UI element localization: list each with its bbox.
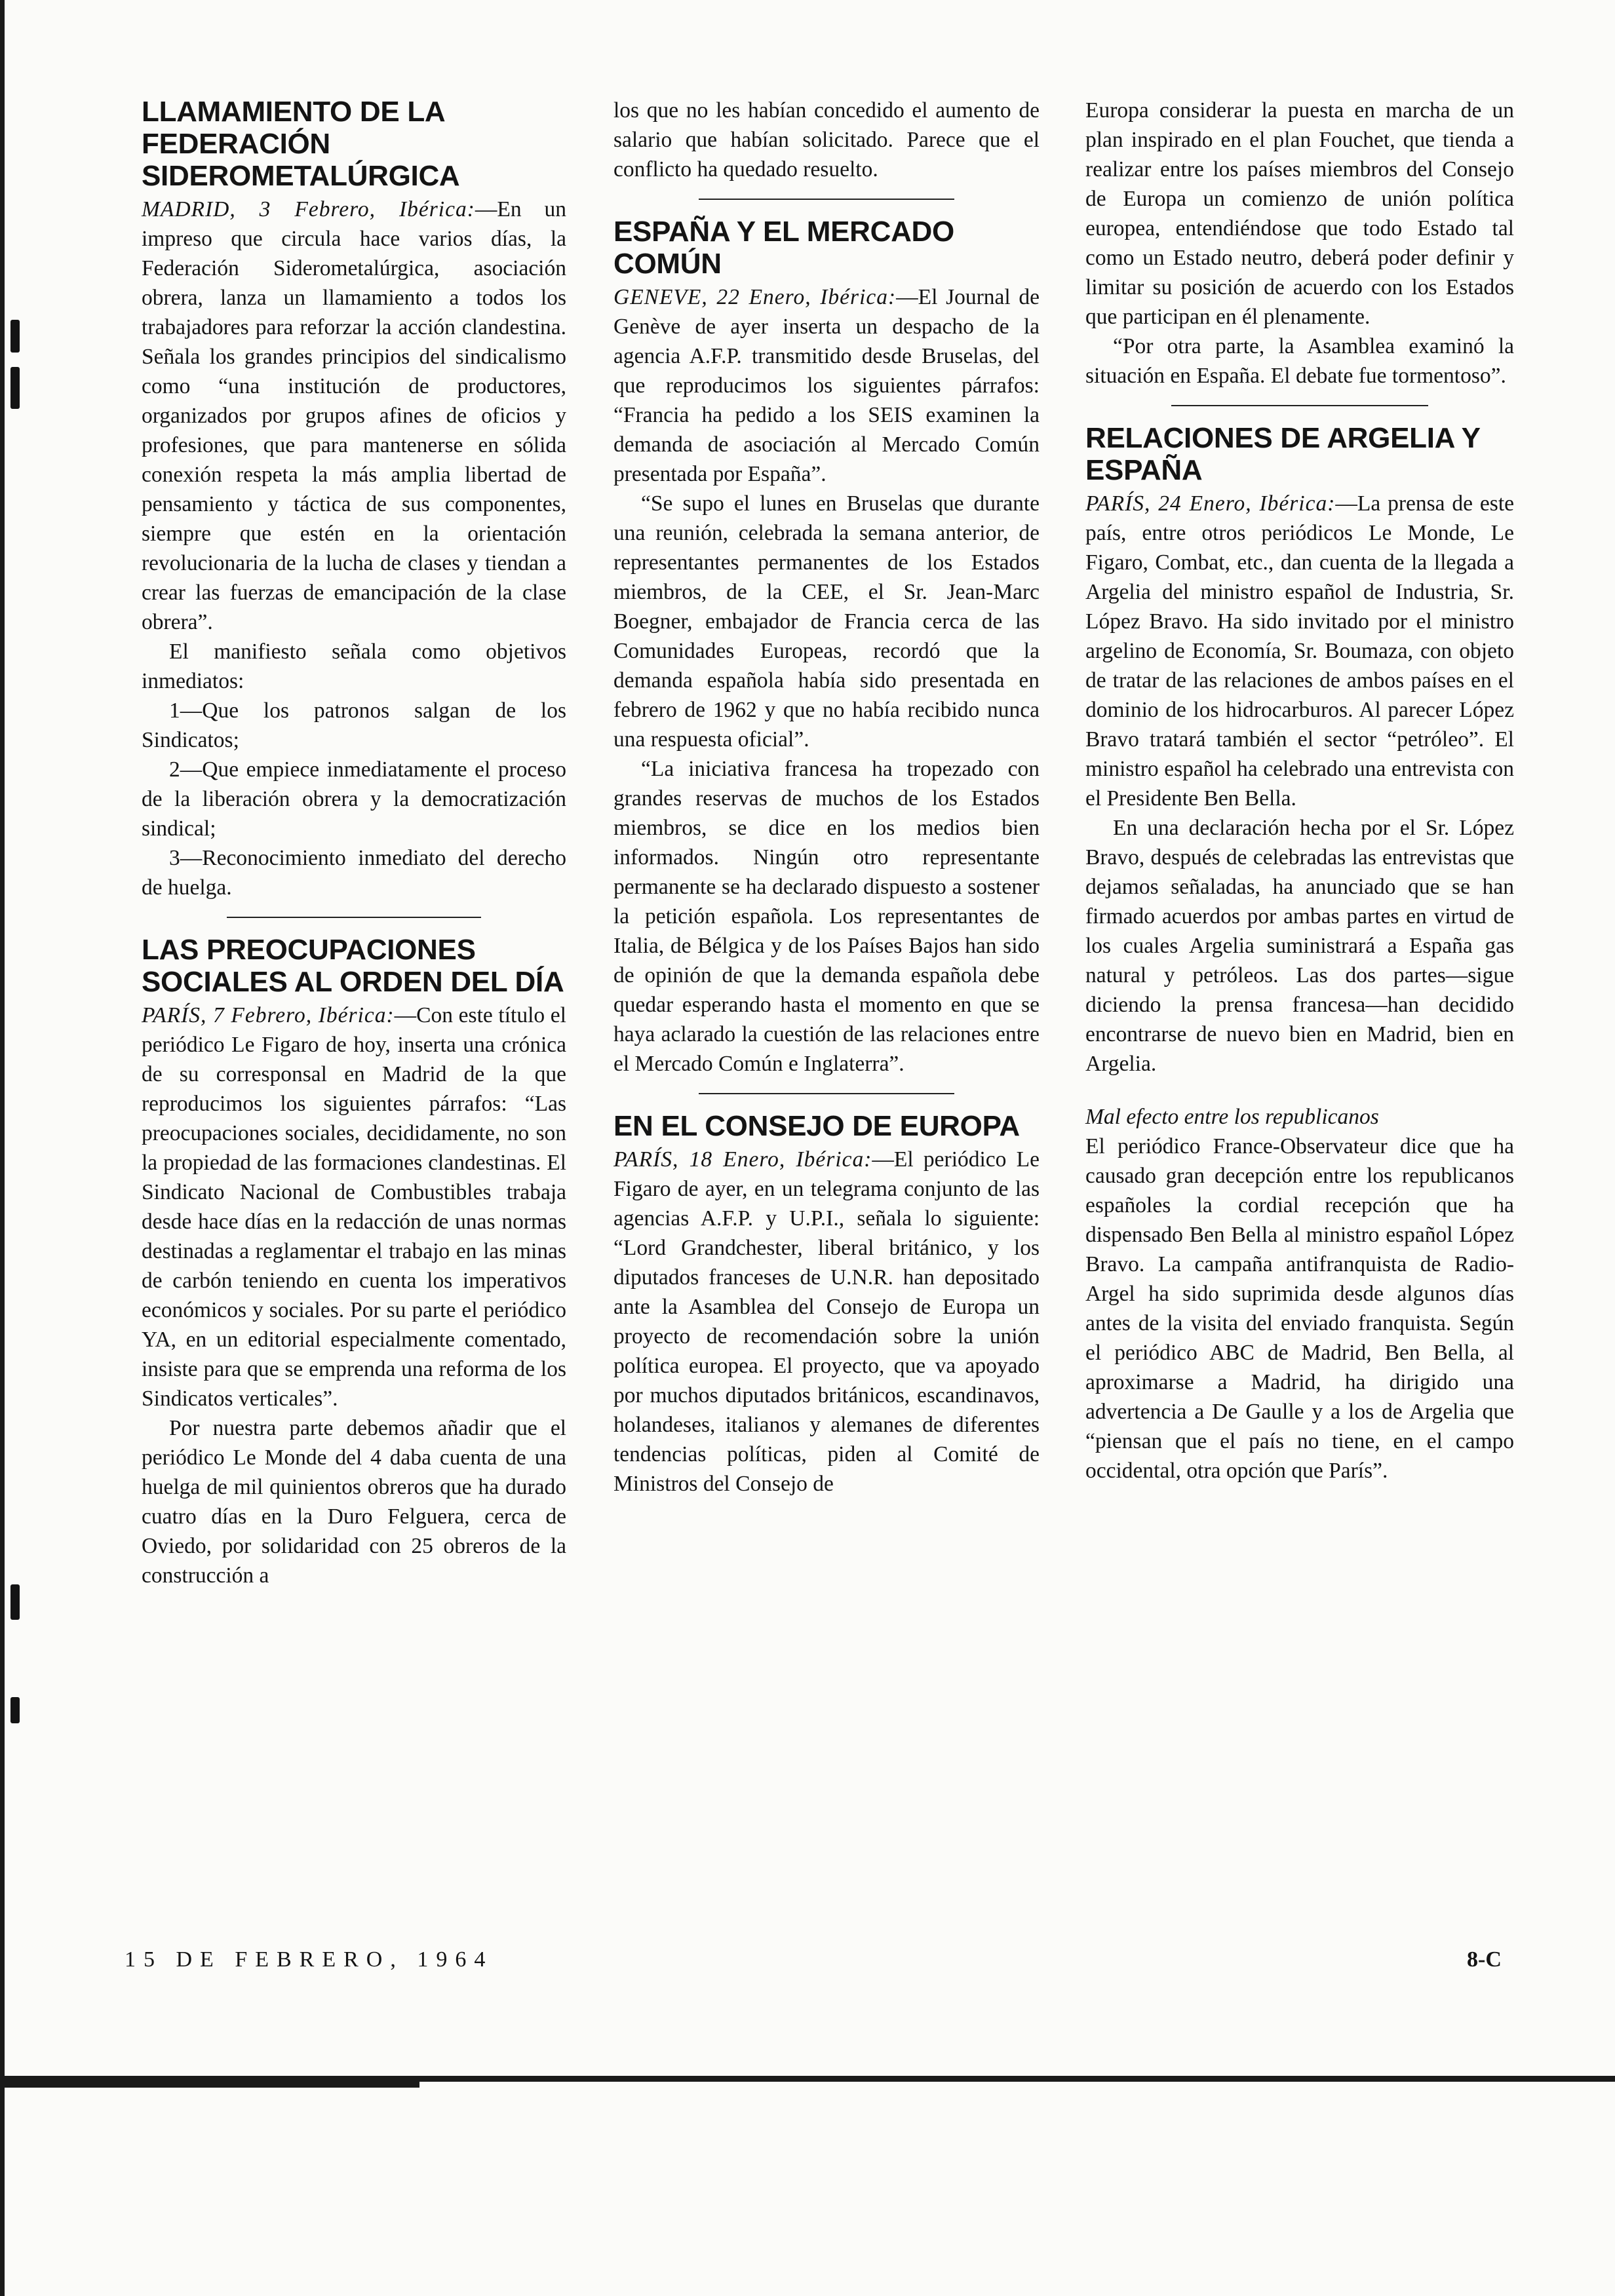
- headline: LLAMAMIENTO DE LA FEDERACIÓN SIDEROMETALÚRGICA: [142, 96, 460, 192]
- column-3: [1085, 96, 1514, 1485]
- headline: LAS PREOCUPACIONES SOCIALES AL ORDEN DEL DÍA: [142, 934, 564, 998]
- separator-rule: [699, 1093, 954, 1094]
- separator-rule: [699, 199, 954, 200]
- article-paragraph: En una declaración hecha por el Sr. López Bravo, después de celebradas las entrevistas que dejamos señaladas, ha anunciado que se han firmado acuerdos por ambas partes en virtud de los cuales Argelia suministrará a España gas natural y petróleos. Las dos partes—sigue diciendo la prensa francesa—han decidido encontrarse de nuevo bien en Madrid, bien en Argelia.: [1085, 816, 1514, 1076]
- dateline: PARÍS, 24 Enero, Ibérica:: [1085, 491, 1336, 516]
- article-paragraph: [1085, 489, 1514, 813]
- article-federacion: [142, 96, 566, 902]
- paragraph-text: —El periódico Le Figaro de ayer, en un telegrama conjunto de las agencias A.F.P. y U.P.I., señala lo siguiente: “Lord Grandchester, liberal británico, y los diputados franceses de U.N.R. han depositado ante la Asamblea del Consejo de Europa un proyecto de recomendación sobre la unión política europea. El proyecto, que va apoyado por muchos diputados británicos, escandinavos, holandeses, italianos y alemanes de diferentes tendencias políticas, piden al Comité de Ministros del Consejo de: [613, 1147, 1040, 1496]
- page-number: 8-C: [1467, 1947, 1502, 1972]
- article-republicanos: [1085, 1102, 1514, 1485]
- list-item: 3—Reconocimiento inmediato del derecho de huelga.: [142, 846, 566, 900]
- paragraph-text: —En un impreso que circula hace varios días, la Federación Siderometalúrgica, asociación obrera, lanza un llamamiento a todos los trabajadores para reforzar la acción clandestina. Señala los grandes principios del sindicalismo como “una institución de productores, organizados por grupos afines de oficios y profesiones, que para mantenerse en sólida conexión respeta la más amplia libertad de pensamiento y táctica de sus componentes, siempre que estén en la orientación revolucionaria de la lucha de clases y tiendan a crear las fuerzas de emancipación de la clase obrera”.: [142, 197, 567, 634]
- article-paragraph: [613, 282, 1040, 489]
- binding-mark: [10, 320, 20, 353]
- paragraph-text: —El Journal de Genève de ayer inserta un despacho de la agencia A.F.P. transmitido desde Bruselas, del que reproducimos los siguientes párrafos: “Francia ha pedido a los SEIS examinen la demanda de asociación al Mercado Común presentada por España”.: [613, 285, 1040, 486]
- paragraph-text: —Con este título el periódico Le Figaro de hoy, inserta una crónica de su corresponsal en Madrid de la que reproducimos los siguientes párrafos: “Las preocupaciones sociales, decididamente, no son la propiedad de las formaciones clandestinas. El Sindicato Nacional de Combustibles trabaja desde hace días en la redacción de unas normas destinadas a reglamentar el trabajo en las minas de carbón teniendo en cuenta los imperativos económicos y sociales. Por su parte el periódico YA, en un editorial especialmente comentado, insiste para que se emprenda una reforma de los Sindicatos verticales”.: [142, 1003, 566, 1411]
- article-consejo-europa: [613, 1110, 1040, 1499]
- article-paragraph: [142, 1001, 566, 1413]
- bottom-border-thick: [0, 2080, 419, 2088]
- article-argelia: [1085, 422, 1514, 1079]
- continued-paragraph: Europa considerar la puesta en marcha de un plan inspirado en el plan Fouchet, que tienda a realizar entre los países miembros del Consejo de Europa un comienzo de unión política europea, entendiéndose que todo Estado tal como un Estado neutro, deberá poder definir y limitar su posición de acuerdo con los Estados que participan en él plenamente.: [1085, 98, 1514, 329]
- article-paragraph: [142, 195, 566, 637]
- list-item: 1—Que los patronos salgan de los Sindicatos;: [142, 698, 566, 752]
- binding-mark: [10, 1697, 20, 1723]
- column-2: [613, 96, 1040, 1499]
- continued-paragraph: los que no les habían concedido el aumento de salario que habían solicitado. Parece que el conflicto ha quedado resuelto.: [613, 98, 1040, 182]
- binding-mark: [10, 1584, 20, 1620]
- article-paragraph: [613, 1145, 1040, 1499]
- continued-paragraph: “Por otra parte, la Asamblea examinó la situación en España. El debate fue tormentoso”.: [1085, 334, 1514, 388]
- dateline: PARÍS, 7 Febrero, Ibérica:: [142, 1003, 395, 1027]
- separator-rule: [227, 917, 482, 918]
- dateline: GENEVE, 22 Enero, Ibérica:: [613, 285, 897, 309]
- dateline: PARÍS, 18 Enero, Ibérica:: [613, 1147, 872, 1172]
- article-preocupaciones: [142, 934, 566, 1590]
- binding-mark: [10, 367, 20, 409]
- article-paragraph: “La iniciativa francesa ha tropezado con grandes reservas de muchos de los Estados miembros, se dice en los medios bien informados. Ningún otro representante permanente se ha declarado dispuesto a sostener la petición española. Los representantes de Italia, de Bélgica y de los Países Bajos han sido de opinión de que la demanda española debe quedar esperando hasta el momento en que se haya aclarado la cuestión de las relaciones entre el Mercado Común e Inglaterra”.: [613, 757, 1040, 1076]
- paragraph-text: —La prensa de este país, entre otros periódicos Le Monde, Le Figaro, Combat, etc., dan cuenta de la llegada a Argelia del ministro español de Industria, Sr. López Bravo. Ha sido invitado por el ministro argelino de Economía, Sr. Boumaza, con objeto de tratar de las relaciones de ambos países en el dominio de los hidrocarburos. Al parecer López Bravo tratará también el sector “petróleo”. El ministro español ha celebrado una entrevista con el Presidente Ben Bella.: [1085, 491, 1514, 811]
- binding-edge: [0, 0, 5, 2296]
- article-paragraph: “Se supo el lunes en Bruselas que durante una reunión, celebrada la semana anterior, de representantes permanentes de los Estados miembros, de la CEE, el Sr. Jean-Marc Boegner, embajador de Francia cerca de las Comunidades Europeas, recordó que la demanda española había sido presentada en febrero de 1962 y que no había recibido nunca una respuesta oficial”.: [613, 491, 1040, 752]
- headline: ESPAÑA Y EL MERCADO COMÚN: [613, 216, 954, 280]
- dateline: MADRID, 3 Febrero, Ibérica:: [142, 197, 475, 221]
- article-paragraph: El periódico France-Observateur dice que ha causado gran decepción entre los republicanos españoles la cordial recepción que ha dispensado Ben Bella al ministro español López Bravo. La campaña antifranquista de Radio-Argel ha sido suprimida desde algunos días antes de la visita del enviado franquista. Según el periódico ABC de Madrid, Ben Bella, al aproximarse a Madrid, ha dirigido una advertencia a De Gaulle y a los de Argelia que “piensan que el país no tiene, en el campo occidental, otra opción que París”.: [1085, 1134, 1514, 1483]
- separator-rule: [1171, 405, 1428, 406]
- article-paragraph: Por nuestra parte debemos añadir que el periódico Le Monde del 4 daba cuenta de una huelga de mil quinientos obreros que ha durado cuatro días en la Duro Felguera, cerca de Oviedo, por solidaridad con 25 obreros de la construcción a: [142, 1416, 566, 1588]
- subheading: Mal efecto entre los republicanos: [1085, 1105, 1379, 1129]
- footer-date: 15 DE FEBRERO, 1964: [125, 1947, 494, 1972]
- article-mercado-comun: [613, 216, 1040, 1079]
- article-paragraph: El manifiesto señala como objetivos inmediatos:: [142, 640, 566, 693]
- headline: RELACIONES DE ARGELIA Y ESPAÑA: [1085, 422, 1480, 486]
- column-1: [142, 96, 566, 1590]
- list-item: 2—Que empiece inmediatamente el proceso de la liberación obrera y la democratización sindical;: [142, 757, 566, 841]
- headline: EN EL CONSEJO DE EUROPA: [613, 1110, 1020, 1142]
